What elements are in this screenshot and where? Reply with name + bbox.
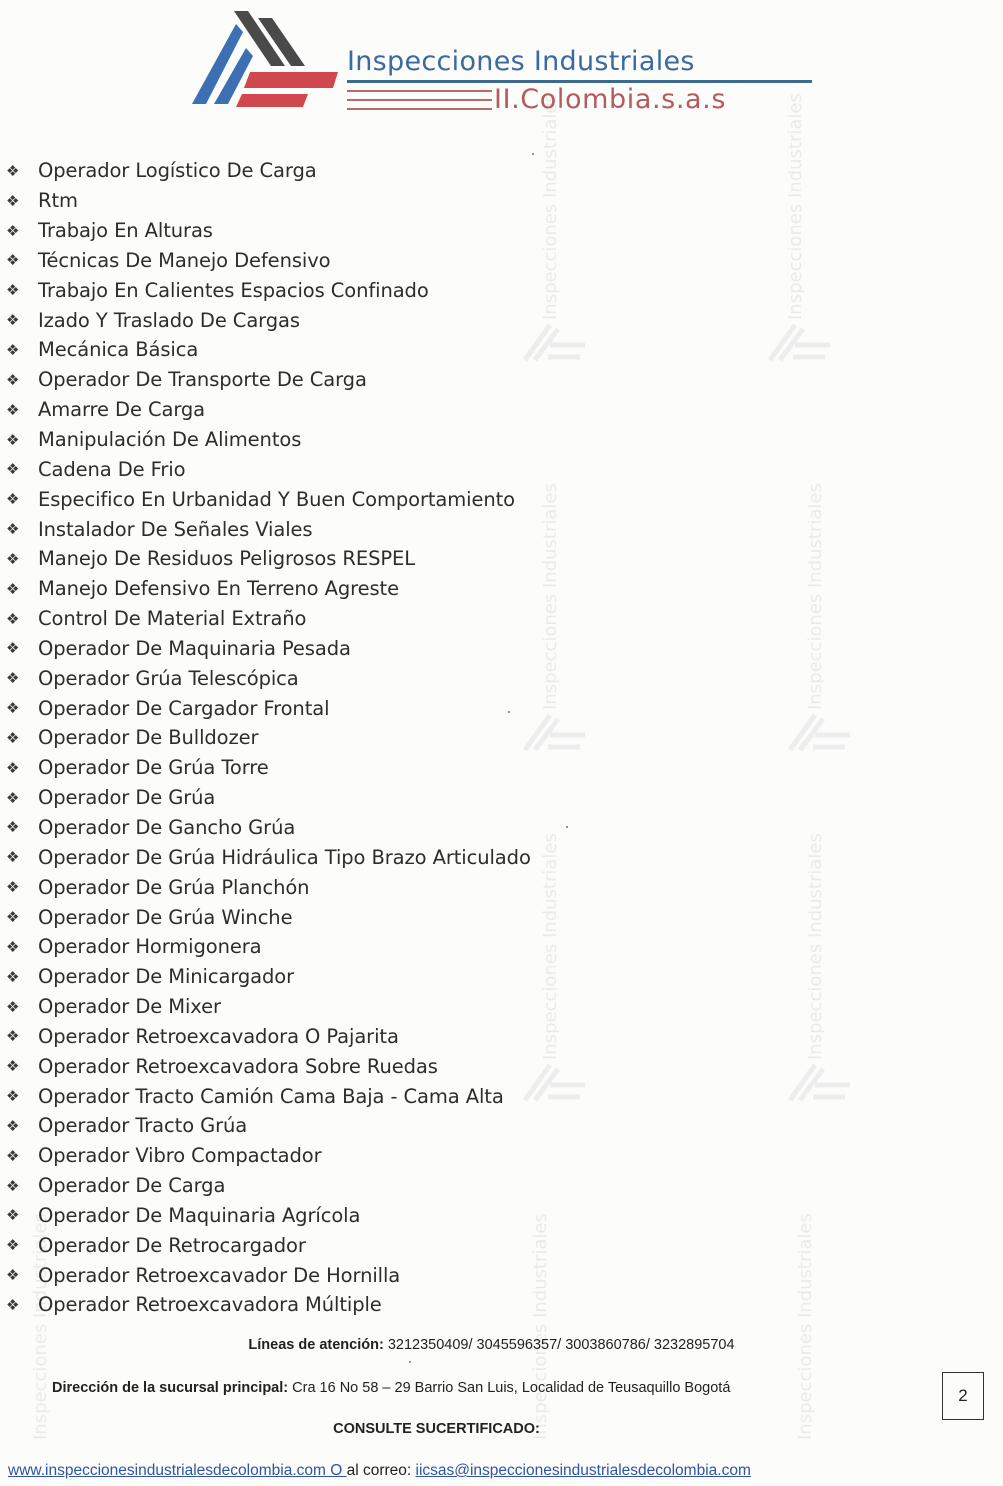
list-item [0,514,531,544]
diamond-bullet-icon: ❖ [6,281,20,300]
course-label: Operador De Grúa Torre [38,756,269,780]
company-legal-name: II.Colombia.s.a.s [494,84,727,115]
diamond-bullet-icon: ❖ [6,669,20,688]
diamond-bullet-icon: ❖ [6,400,20,419]
list-item [0,1201,531,1231]
address-value: Cra 16 No 58 – 29 Barrio San Luis, Localidad de Teusaquillo Bogotá [288,1380,731,1396]
diamond-bullet-icon: ❖ [6,430,20,449]
phone-label: Líneas de atención: [248,1337,384,1353]
list-item [0,1230,531,1260]
watermark-text: Inspecciones Industriales [805,483,826,710]
course-list [0,156,531,1320]
email-prefix: al correo: [346,1462,416,1479]
watermark-text: Inspecciones Industriales [785,93,806,320]
list-item [0,365,531,395]
scan-speck [532,153,534,155]
diamond-bullet-icon: ❖ [6,1176,20,1195]
list-item [0,246,531,276]
course-label: Operador Vibro Compactador [38,1144,322,1168]
list-item [0,484,531,514]
course-label: Cadena De Frio [38,457,186,481]
list-item [0,156,531,186]
list-item [0,813,531,843]
course-label: Operador De Carga [38,1174,226,1198]
diamond-bullet-icon: ❖ [6,490,20,509]
diamond-bullet-icon: ❖ [6,251,20,270]
list-item [0,1051,531,1081]
course-label: Operador De Grúa [38,786,216,810]
course-label: Operador De Grúa Planchón [38,875,310,899]
course-label: Operador De Grúa Hidráulica Tipo Brazo Articulado [38,845,531,869]
course-label: Operador Retroexcavador De Hornilla [38,1263,401,1287]
address-line [52,1380,730,1396]
list-item [0,753,531,783]
watermark-text: Inspecciones Industriales [540,483,561,710]
course-label: Izado Y Traslado De Cargas [38,308,300,332]
list-item [0,186,531,216]
course-label: Trabajo En Calientes Espacios Confinado [38,278,429,302]
diamond-bullet-icon: ❖ [6,311,20,330]
course-label: Operador Retroexcavadora O Pajarita [38,1024,399,1048]
list-item [0,1141,531,1171]
course-label: Operador De Bulldozer [38,726,259,750]
list-item [0,663,531,693]
watermark [520,483,610,750]
diamond-bullet-icon: ❖ [6,1027,20,1046]
course-label: Manipulación De Alimentos [38,428,302,452]
list-item [0,634,531,664]
list-item [0,574,531,604]
course-label: Instalador De Señales Viales [38,517,313,541]
letterhead [190,6,830,121]
diamond-bullet-icon: ❖ [6,549,20,568]
diamond-bullet-icon: ❖ [6,1087,20,1106]
course-label: Operador Retroexcavadora Múltiple [38,1293,382,1317]
list-item [0,454,531,484]
course-label: Operador Hormigonera [38,935,262,959]
list-item [0,932,531,962]
diamond-bullet-icon: ❖ [6,788,20,807]
company-name: Inspecciones Industriales [347,46,695,77]
diamond-bullet-icon: ❖ [6,937,20,956]
course-label: Rtm [38,189,78,213]
watermark [520,93,610,360]
list-item [0,783,531,813]
watermark-logo-icon [765,315,835,365]
course-label: Manejo Defensivo En Terreno Agreste [38,577,399,601]
diamond-bullet-icon: ❖ [6,161,20,180]
list-item [0,723,531,753]
course-label: Mecánica Básica [38,338,199,362]
logo-divider [347,80,812,83]
watermark [765,93,855,360]
diamond-bullet-icon: ❖ [6,221,20,240]
course-label: Operador De Maquinaria Pesada [38,636,351,660]
watermark-text: Inspecciones Industriales [30,1213,51,1440]
diamond-bullet-icon: ❖ [6,908,20,927]
course-label: Operador De Cargador Frontal [38,696,330,720]
email-link[interactable]: iicsas@inspeccionesindustrialesdecolombia.com [415,1462,751,1479]
diamond-bullet-icon: ❖ [6,699,20,718]
diamond-bullet-icon: ❖ [6,520,20,539]
page-number: 2 [942,1372,984,1420]
logo-stripes [347,90,492,117]
phone-numbers: 3212350409/ 3045596357/ 3003860786/ 3232895704 [383,1337,735,1353]
course-label: Operador De Transporte De Carga [38,368,367,392]
diamond-bullet-icon: ❖ [6,639,20,658]
diamond-bullet-icon: ❖ [6,997,20,1016]
diamond-bullet-icon: ❖ [6,579,20,598]
contact-phone-line [0,1337,993,1353]
diamond-bullet-icon: ❖ [6,1057,20,1076]
diamond-bullet-icon: ❖ [6,728,20,747]
list-item [0,305,531,335]
list-item [0,1021,531,1051]
diamond-bullet-icon: ❖ [6,878,20,897]
course-label: Operador De Gancho Grúa [38,815,296,839]
diamond-bullet-icon: ❖ [6,1266,20,1285]
course-label: Operador Tracto Grúa [38,1114,248,1138]
course-label: Operador De Grúa Winche [38,905,293,929]
list-item [0,1260,531,1290]
list-item [0,275,531,305]
watermark [785,483,875,750]
list-item [0,872,531,902]
watermark-text: Inspecciones Industriales [795,1213,816,1440]
diamond-bullet-icon: ❖ [6,609,20,628]
watermark [785,833,875,1100]
diamond-bullet-icon: ❖ [6,340,20,359]
course-label: Técnicas De Manejo Defensivo [38,248,331,272]
diamond-bullet-icon: ❖ [6,1206,20,1225]
list-item [0,1171,531,1201]
list-item [0,425,531,455]
course-label: Operador Tracto Camión Cama Baja - Cama Alta [38,1084,504,1108]
course-label: Especifico En Urbanidad Y Buen Comportamiento [38,487,516,511]
course-label: Operador De Mixer [38,995,221,1019]
course-label: Manejo De Residuos Peligrosos RESPEL [38,547,415,571]
scan-speck [566,826,568,828]
list-item [0,842,531,872]
diamond-bullet-icon: ❖ [6,1146,20,1165]
diamond-bullet-icon: ❖ [6,1295,20,1314]
course-label: Operador De Maquinaria Agrícola [38,1203,361,1227]
course-label: Operador De Minicargador [38,965,295,989]
diamond-bullet-icon: ❖ [6,967,20,986]
website-link[interactable]: www.inspeccionesindustrialesdecolombia.com O [8,1462,347,1479]
list-item [0,962,531,992]
list-item [0,902,531,932]
diamond-bullet-icon: ❖ [6,191,20,210]
diamond-bullet-icon: ❖ [6,1236,20,1255]
watermark-text: Inspecciones Industriales [540,833,561,1060]
list-item [0,335,531,365]
watermark-text: Inspecciones Industriales [540,93,561,320]
diamond-bullet-icon: ❖ [6,848,20,867]
watermark-logo-icon [785,705,855,755]
course-label: Trabajo En Alturas [38,219,213,243]
scan-speck [508,711,510,713]
list-item [0,604,531,634]
diamond-bullet-icon: ❖ [6,758,20,777]
diamond-bullet-icon: ❖ [6,1116,20,1135]
list-item [0,1111,531,1141]
list-item [0,1290,531,1320]
list-item [0,395,531,425]
diamond-bullet-icon: ❖ [6,818,20,837]
list-item [0,693,531,723]
watermark-text: Inspecciones Industriales [530,1213,551,1440]
address-label: Dirección de la sucursal principal: [52,1380,289,1396]
company-logo-icon [190,6,350,121]
course-label: Operador Logístico De Carga [38,159,317,183]
contact-links [8,1462,751,1480]
list-item [0,1081,531,1111]
course-label: Operador Grúa Telescópica [38,666,299,690]
diamond-bullet-icon: ❖ [6,460,20,479]
list-item [0,992,531,1022]
watermark [520,833,610,1100]
course-label: Control De Material Extraño [38,607,307,631]
course-label: Amarre De Carga [38,398,206,422]
watermark-text: Inspecciones Industriales [805,833,826,1060]
course-label: Operador De Retrocargador [38,1233,306,1257]
watermark [775,1213,865,1480]
scan-speck [409,1361,411,1363]
course-label: Operador Retroexcavadora Sobre Ruedas [38,1054,438,1078]
list-item [0,544,531,574]
list-item [0,216,531,246]
watermark-logo-icon [785,1055,855,1105]
diamond-bullet-icon: ❖ [6,370,20,389]
consult-certificate-heading: CONSULTE SUCERTIFICADO: [333,1421,540,1437]
